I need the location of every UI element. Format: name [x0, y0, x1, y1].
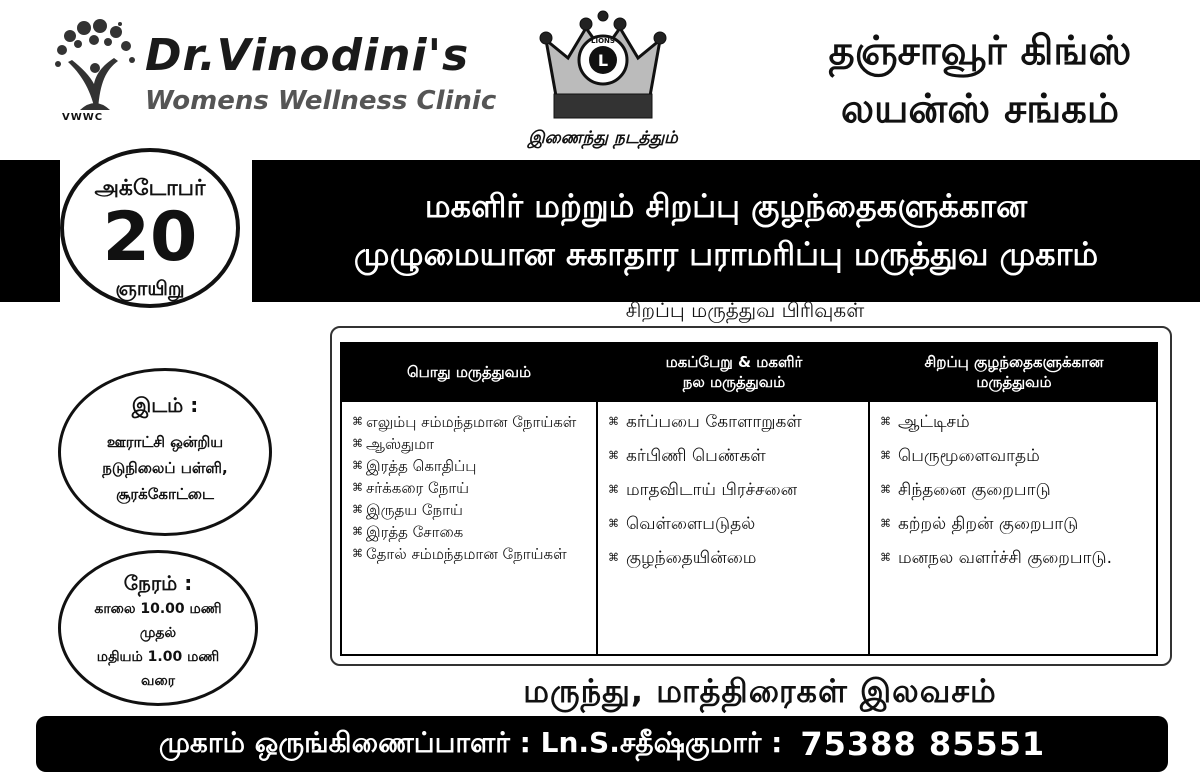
item-text: இரத்த கொதிப்பு	[366, 457, 477, 475]
list-item	[352, 500, 588, 520]
cross-bullet-icon: ⌘	[352, 437, 363, 450]
time-line: முதல்	[139, 625, 177, 641]
item-text: கர்பிணி பெண்கள்	[626, 446, 766, 466]
list-item	[352, 478, 588, 498]
list-item	[608, 412, 860, 432]
department-heading	[870, 342, 1158, 402]
department-general	[340, 342, 598, 656]
date-day: 20	[102, 198, 198, 277]
item-text: வெள்ளைபடுதல்	[626, 514, 756, 534]
banner-line2: முழுமையான சுகாதார பராமரிப்பு மருத்துவ முகாம்	[353, 235, 1099, 273]
item-text: குழந்தையின்மை	[626, 548, 757, 568]
emblem-letter: L	[597, 51, 609, 70]
cross-bullet-icon: ⌘	[352, 481, 363, 494]
cross-bullet-icon: ⌘	[352, 415, 363, 428]
banner-line1: மகளிர் மற்றும் சிறப்பு குழந்தைகளுக்கான	[424, 187, 1028, 225]
venue-circle	[58, 368, 272, 536]
cross-bullet-icon: ⌘	[352, 547, 363, 560]
item-text: தோல் சம்மந்தமான நோய்கள்	[366, 545, 567, 563]
cross-bullet-icon: ⌘	[880, 449, 891, 462]
clinic-subtitle: Womens Wellness Clinic	[145, 86, 497, 116]
item-text: சிந்தனை குறைபாடு	[898, 480, 1051, 500]
tagline: இணைந்து நடத்தும்	[528, 128, 678, 148]
cross-bullet-icon: ⌘	[608, 551, 619, 564]
department-heading	[340, 342, 598, 402]
list-item	[880, 514, 1148, 534]
cross-bullet-icon: ⌘	[608, 449, 619, 462]
list-item	[352, 544, 588, 564]
venue-label: இடம் :	[131, 393, 199, 417]
department-list	[340, 402, 598, 656]
lions-emblem	[518, 10, 678, 150]
department-title: மருத்துவம்	[976, 373, 1052, 391]
clinic-name: Dr.Vinodini's	[145, 30, 470, 81]
department-list	[598, 402, 870, 656]
crown-logo-icon	[538, 10, 668, 122]
item-text: சர்க்கரை நோய்	[366, 479, 470, 497]
date-circle	[60, 148, 240, 308]
free-medicine-note: மருந்து, மாத்திரைகள் இலவசம்	[523, 672, 997, 710]
clinic-initials: VWWC	[62, 112, 104, 123]
list-item	[352, 412, 588, 432]
item-text: மாதவிடாய் பிரச்சனை	[626, 480, 798, 500]
department-heading	[598, 342, 870, 402]
date-month: அக்டோபர்	[94, 176, 206, 201]
list-item	[880, 446, 1148, 466]
venue-line: நடுநிலைப் பள்ளி,	[102, 459, 228, 477]
cross-bullet-icon: ⌘	[880, 517, 891, 530]
club-title	[780, 22, 1180, 138]
club-title-line2: லயன்ஸ் சங்கம்	[840, 86, 1120, 132]
item-text: பெருமூளைவாதம்	[898, 446, 1040, 466]
departments-table	[340, 342, 1158, 656]
list-item	[352, 434, 588, 454]
cross-bullet-icon: ⌘	[880, 551, 891, 564]
time-circle	[58, 550, 258, 706]
list-item	[880, 480, 1148, 500]
date-weekday: ஞாயிறு	[115, 276, 185, 300]
cross-bullet-icon: ⌘	[880, 483, 891, 496]
time-line: காலை 10.00 மணி	[94, 601, 222, 617]
department-list	[870, 402, 1158, 656]
emblem-text: LIONS	[591, 37, 615, 45]
specialties-heading: சிறப்பு மருத்துவ பிரிவுகள்	[625, 298, 865, 322]
department-title: மகப்பேறு & மகளிர்	[665, 353, 803, 371]
club-title-line1: தஞ்சாவூர் கிங்ஸ்	[828, 28, 1132, 74]
left-black-strip	[0, 160, 60, 302]
cross-bullet-icon: ⌘	[608, 483, 619, 496]
item-text: இருதய நோய்	[366, 501, 463, 519]
coordinator-text: முகாம் ஒருங்கிணைப்பாளர் : Ln.S.சதீஷ்குமார் :	[158, 725, 783, 759]
coordinator-phone: 75388 85551	[800, 725, 1046, 763]
coordinator-bar	[36, 716, 1168, 772]
time-line: வரை	[141, 673, 175, 689]
department-title: நல மருத்துவம்	[682, 373, 786, 391]
cross-bullet-icon: ⌘	[352, 459, 363, 472]
tree-woman-icon	[50, 18, 140, 122]
camp-title-banner	[252, 160, 1200, 302]
department-special-children	[870, 342, 1158, 656]
item-text: இரத்த சோகை	[366, 523, 464, 541]
venue-line: சூரக்கோட்டை	[116, 485, 214, 503]
item-text: மனநல வளர்ச்சி குறைபாடு.	[898, 548, 1112, 568]
department-maternity	[598, 342, 870, 656]
list-item	[880, 412, 1148, 432]
cross-bullet-icon: ⌘	[352, 503, 363, 516]
list-item	[608, 446, 860, 466]
item-text: ஆட்டிசம்	[898, 412, 970, 432]
list-item	[352, 522, 588, 542]
department-title: சிறப்பு குழந்தைகளுக்கான	[924, 353, 1104, 371]
item-text: ஆஸ்துமா	[366, 435, 434, 453]
time-line: மதியம் 1.00 மணி	[96, 649, 220, 665]
clinic-logo	[50, 18, 497, 128]
item-text: கர்ப்பபை கோளாறுகள்	[626, 412, 802, 432]
list-item	[880, 548, 1148, 568]
cross-bullet-icon: ⌘	[608, 415, 619, 428]
venue-line: ஊராட்சி ஒன்றிய	[106, 433, 224, 451]
cross-bullet-icon: ⌘	[608, 517, 619, 530]
list-item	[608, 548, 860, 568]
department-title: பொது மருத்துவம்	[406, 363, 532, 381]
item-text: எலும்பு சம்மந்தமான நோய்கள்	[366, 413, 577, 431]
item-text: கற்றல் திறன் குறைபாடு	[898, 514, 1079, 534]
list-item	[608, 514, 860, 534]
cross-bullet-icon: ⌘	[352, 525, 363, 538]
cross-bullet-icon: ⌘	[880, 415, 891, 428]
list-item	[352, 456, 588, 476]
list-item	[608, 480, 860, 500]
time-label: நேரம் :	[123, 571, 193, 595]
